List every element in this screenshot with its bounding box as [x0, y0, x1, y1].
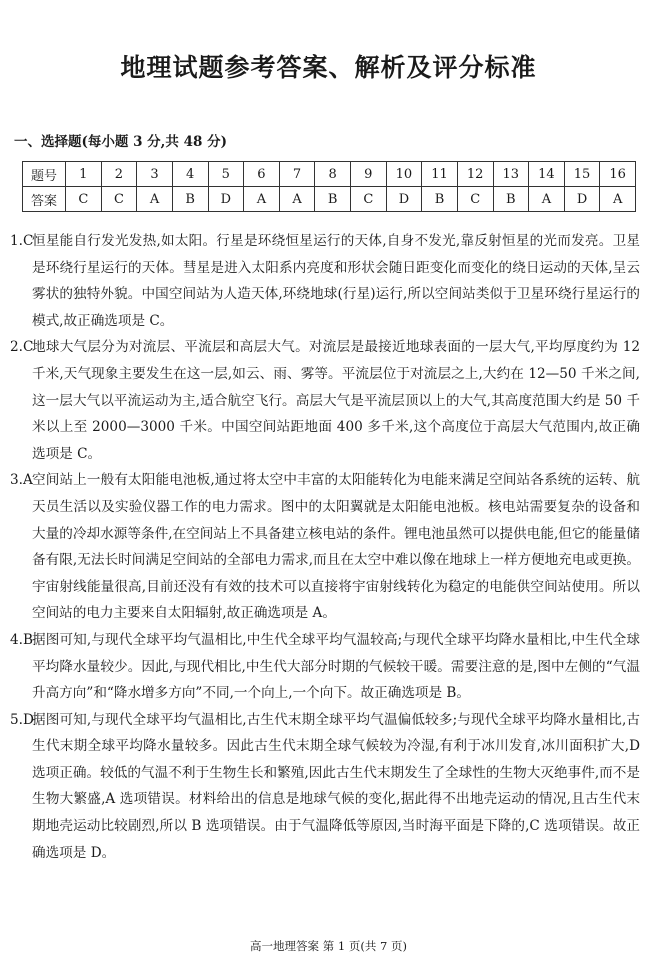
answer-cell: B — [315, 187, 351, 212]
question-number-cell: 4 — [172, 162, 208, 187]
answer-table — [22, 161, 636, 212]
answer-cell: C — [101, 187, 137, 212]
explanation-text: 据图可知,与现代全球平均气温相比,中生代全球平均气温较高;与现代全球平均降水量相比,中生代全球平均降水量较少。因此,与现代相比,中生代大部分时期的气候较干暖。需要注意的是,图中左侧的“气温升高方向”和“降水增多方向”不同,一个向上,一个向下。故正确选项是 B。 — [32, 631, 640, 702]
answer-row — [23, 187, 636, 212]
question-number-cell: 6 — [244, 162, 280, 187]
question-number-cell: 1 — [66, 162, 102, 187]
question-number-cell: 10 — [386, 162, 422, 187]
answer-cell: A — [244, 187, 280, 212]
question-number-cell: 7 — [279, 162, 315, 187]
question-number-cell: 9 — [351, 162, 387, 187]
answer-cell: A — [529, 187, 565, 212]
explanation-answer-key: 1.C — [10, 233, 34, 249]
row-label-number: 题号 — [23, 162, 66, 187]
answer-cell: C — [66, 187, 102, 212]
question-number-cell: 3 — [137, 162, 173, 187]
page-footer: 高一地理答案 第 1 页(共 7 页) — [250, 939, 407, 953]
question-number-cell: 14 — [529, 162, 565, 187]
answer-cell: B — [493, 187, 529, 212]
explanation-answer-key: 5.D — [10, 711, 34, 728]
answer-cell: C — [351, 187, 387, 212]
explanation-item — [10, 627, 640, 707]
answer-cell: D — [564, 187, 600, 212]
answer-cell: A — [137, 187, 173, 212]
question-number-cell: 15 — [564, 162, 600, 187]
question-number-cell: 16 — [600, 162, 636, 187]
explanation-item — [10, 707, 640, 867]
explanation-item — [10, 467, 640, 627]
question-number-cell: 2 — [101, 162, 137, 187]
explanation-answer-key: 4.B — [10, 631, 33, 648]
explanation-text: 恒星能自行发光发热,如太阳。行星是环绕恒星运行的天体,自身不发光,靠反射恒星的光而发亮。卫星是环绕行星运行的天体。彗星是进入太阳系内亮度和形状会随日距变化而变化的绕日运动的天体,呈云雾状的独特外貌。中国空间站为人造天体,环绕地球(行星)运行,所以空间站类似于卫星环绕行星运行的模式,故正确选项是 C。 — [32, 233, 640, 329]
section-heading: 一、选择题(每小题 3 分,共 48 分) — [14, 134, 227, 150]
question-number-cell: 5 — [208, 162, 244, 187]
answer-cell: B — [422, 187, 458, 212]
explanation-answer-key: 2.C — [10, 339, 34, 356]
explanation-answer-key: 3.A — [10, 472, 33, 489]
question-number-cell: 12 — [457, 162, 493, 187]
answer-cell: D — [386, 187, 422, 212]
question-number-cell: 11 — [422, 162, 458, 187]
answer-cell: B — [172, 187, 208, 212]
row-label-answer: 答案 — [23, 187, 66, 212]
question-number-cell: 8 — [315, 162, 351, 187]
answer-cell: A — [600, 187, 636, 212]
answer-cell: A — [279, 187, 315, 212]
explanations — [10, 228, 640, 866]
explanation-item — [10, 228, 640, 334]
question-number-cell: 13 — [493, 162, 529, 187]
answer-cell: D — [208, 187, 244, 212]
explanation-text: 据图可知,与现代全球平均气温相比,古生代末期全球平均气温偏低较多;与现代全球平均降水量相比,古生代末期全球平均降水量较多。因此古生代末期全球气候较为冷湿,有利于冰川发育,冰川面积扩大,D 选项正确。较低的气温不利于生物生长和繁殖,因此古生代末期发生了全球性的生物大灭绝事件,而不是生物大繁盛,A 选项错误。材料给出的信息是地球气候的变化,据此得不出地壳运动的情况,且古生代末期地壳运动比较剧烈,所以 B 选项错误。由于气温降低等原因,当时海平面是下降的,C 选项错误。故正确选项是 D。 — [32, 711, 640, 861]
explanation-item — [10, 334, 640, 467]
explanation-text: 空间站上一般有太阳能电池板,通过将太空中丰富的太阳能转化为电能来满足空间站各系统的运转、航天员生活以及实验仪器工作的电力需求。图中的太阳翼就是太阳能电池板。核电站需要复杂的设备和大量的冷却水源等条件,在空间站上不具备建立核电站的条件。锂电池虽然可以提供电能,但它的能量储备有限,无法长时间满足空间站的全部电力需求,而且在太空中难以像在地球上一样方便地充电或更换。宇宙射线能量很高,目前还没有有效的技术可以直接将宇宙射线转化为稳定的电能供空间站使用。所以空间站的电力主要来自太阳辐射,故正确选项是 A。 — [32, 472, 640, 622]
answer-cell: C — [457, 187, 493, 212]
question-number-row — [23, 162, 636, 187]
page-title: 地理试题参考答案、解析及评分标准 — [120, 53, 537, 82]
explanation-text: 地球大气层分为对流层、平流层和高层大气。对流层是最接近地球表面的一层大气,平均厚度约为 12 千米,天气现象主要发生在这一层,如云、雨、雾等。平流层位于对流层之上,大约在 12—50 千米之间,这一层大气以平流运动为主,适合航空飞行。高层大气是平流层顶以上的大气,其高度范围大约是 50 千米以上至 2000—3000 千米。中国空间站距地面 400 多千米,这个高度位于高层大气范围内,故正确选项是 C。 — [32, 339, 640, 462]
